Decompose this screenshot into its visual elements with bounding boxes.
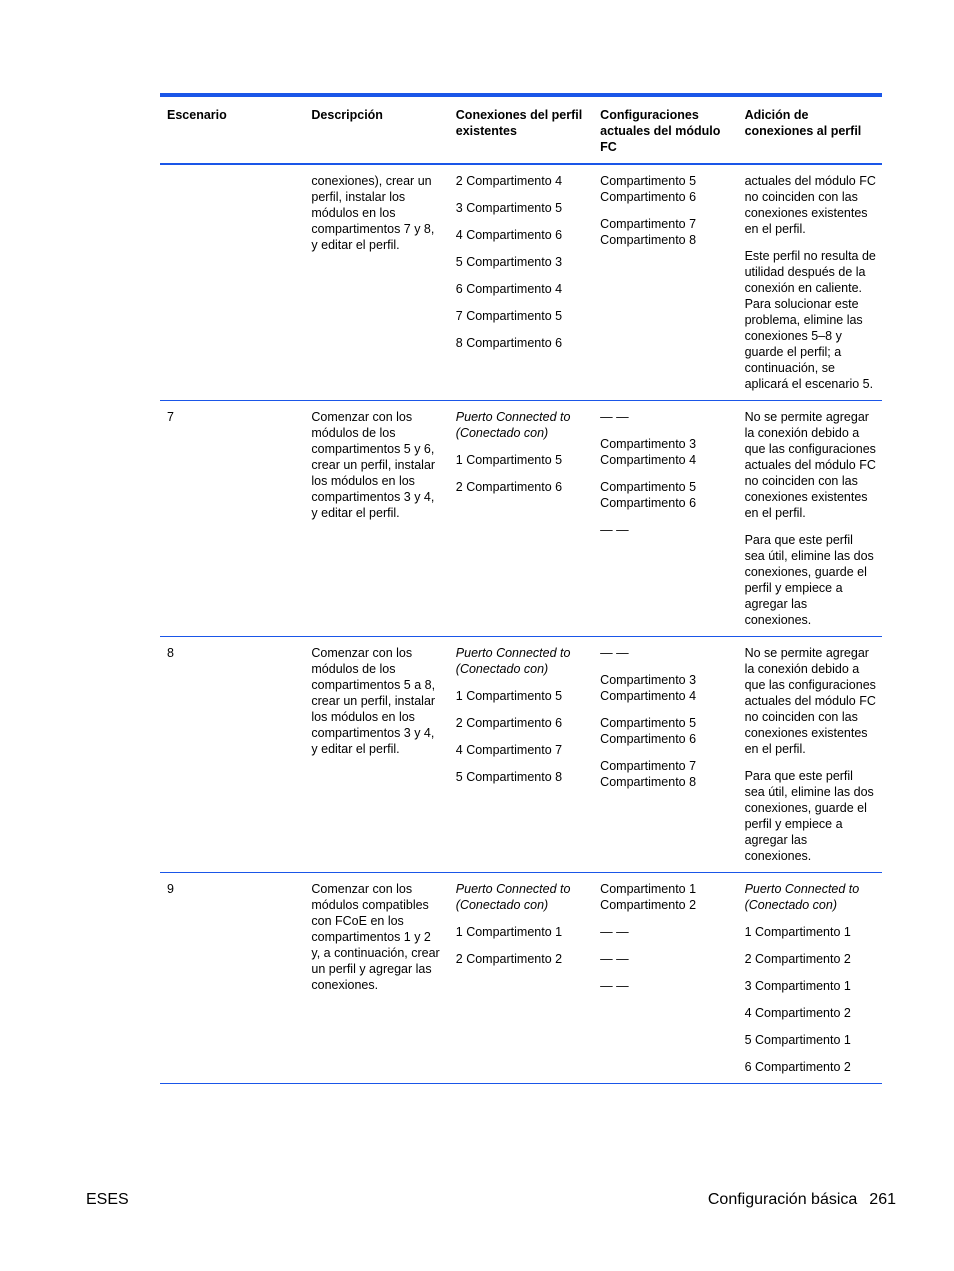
cell-adicion bbox=[738, 401, 882, 636]
scenario-number: 9 bbox=[167, 882, 174, 896]
cell-escenario bbox=[160, 401, 304, 636]
cell-paragraph: Puerto Connected to (Conectado con) bbox=[455, 646, 571, 676]
cell-paragraph: 7 Compartimento 5 bbox=[455, 309, 563, 323]
cell-paragraph: — — bbox=[600, 646, 629, 660]
cell-escenario bbox=[160, 637, 304, 872]
cell-conexiones bbox=[449, 873, 593, 1083]
header-descripcion: Descripción bbox=[311, 108, 383, 122]
table-row bbox=[160, 637, 882, 873]
cell-paragraph: conexiones), crear un perfil, instalar los módulos en los compartimentos 7 y 8, y editar el perfil. bbox=[311, 174, 435, 252]
scenario-number: 7 bbox=[167, 410, 174, 424]
header-escenario: Escenario bbox=[167, 108, 227, 122]
cell-paragraph: Comenzar con los módulos de los compartimentos 5 y 6, crear un perfil, instalar los módulos en los compartimentos 3 y 4, y editar el perfil. bbox=[311, 410, 436, 520]
cell-configuraciones bbox=[593, 873, 737, 1083]
cell-configuraciones bbox=[593, 401, 737, 636]
footer-page-info bbox=[708, 1191, 896, 1209]
cell-paragraph: 1 Compartimento 1 bbox=[455, 925, 563, 939]
cell-adicion bbox=[738, 165, 882, 400]
cell-paragraph: Compartimento 7 Compartimento 8 bbox=[600, 217, 697, 247]
cell-paragraph: No se permite agregar la conexión debido a que las configuraciones actuales del módulo FC no coinciden con las conexiones existentes en el perfil. bbox=[744, 646, 876, 756]
cell-paragraph: Puerto Connected to (Conectado con) bbox=[455, 882, 571, 912]
cell-paragraph: 1 Compartimento 1 bbox=[744, 925, 851, 939]
cell-paragraph: 4 Compartimento 2 bbox=[744, 1006, 851, 1020]
cell-conexiones bbox=[449, 637, 593, 872]
cell-descripcion bbox=[304, 401, 448, 636]
cell-paragraph: 2 Compartimento 6 bbox=[455, 716, 563, 730]
cell-paragraph: 1 Compartimento 5 bbox=[455, 453, 563, 467]
table-body bbox=[160, 165, 882, 1084]
cell-paragraph: Para que este perfil sea útil, elimine las dos conexiones, guarde el perfil y empiece a agregar las conexiones. bbox=[744, 769, 874, 863]
cell-paragraph: — — bbox=[600, 979, 629, 993]
header-configuraciones: Configuraciones actuales del módulo FC bbox=[600, 108, 721, 154]
cell-paragraph: 3 Compartimento 1 bbox=[744, 979, 851, 993]
cell-paragraph: actuales del módulo FC no coinciden con las conexiones existentes en el perfil. bbox=[744, 174, 876, 236]
table-header-row bbox=[160, 97, 882, 165]
cell-paragraph: No se permite agregar la conexión debido a que las configuraciones actuales del módulo FC no coinciden con las conexiones existentes en el perfil. bbox=[744, 410, 876, 520]
cell-paragraph: 4 Compartimento 6 bbox=[455, 228, 563, 242]
cell-descripcion bbox=[304, 165, 448, 400]
cell-escenario bbox=[160, 165, 304, 400]
cell-paragraph: 2 Compartimento 6 bbox=[455, 480, 563, 494]
cell-paragraph: Este perfil no resulta de utilidad después de la conexión en caliente. Para solucionar este problema, elimine las conexiones 5–8 y guarde el perfil; a continuación, se aplicará el escenario 5. bbox=[744, 249, 876, 391]
cell-paragraph: 6 Compartimento 2 bbox=[744, 1060, 851, 1074]
scenario-number: 8 bbox=[167, 646, 174, 660]
cell-paragraph: — — bbox=[600, 523, 629, 537]
cell-paragraph: 5 Compartimento 8 bbox=[455, 770, 563, 784]
cell-paragraph: Compartimento 3 Compartimento 4 bbox=[600, 673, 697, 703]
cell-paragraph: — — bbox=[600, 410, 629, 424]
cell-paragraph: — — bbox=[600, 925, 629, 939]
cell-paragraph: 6 Compartimento 4 bbox=[455, 282, 563, 296]
cell-paragraph: 8 Compartimento 6 bbox=[455, 336, 563, 350]
cell-configuraciones bbox=[593, 637, 737, 872]
header-conexiones: Conexiones del perfil existentes bbox=[455, 108, 583, 138]
cell-paragraph: Compartimento 1 Compartimento 2 bbox=[600, 882, 697, 912]
cell-conexiones bbox=[449, 165, 593, 400]
table-row bbox=[160, 873, 882, 1084]
cell-paragraph: 2 Compartimento 2 bbox=[455, 952, 563, 966]
cell-escenario bbox=[160, 873, 304, 1083]
cell-paragraph: Comenzar con los módulos de los compartimentos 5 a 8, crear un perfil, instalar los módulos en los compartimentos 3 y 4, y editar el perfil. bbox=[311, 646, 436, 756]
cell-paragraph: 3 Compartimento 5 bbox=[455, 201, 563, 215]
cell-paragraph: Comenzar con los módulos compatibles con FCoE en los compartimentos 1 y 2 y, a continuación, crear un perfil y agregar las conexiones. bbox=[311, 882, 440, 992]
header-adicion: Adición de conexiones al perfil bbox=[744, 108, 862, 138]
cell-adicion bbox=[738, 873, 882, 1083]
cell-paragraph: Puerto Connected to (Conectado con) bbox=[455, 410, 571, 440]
cell-configuraciones bbox=[593, 165, 737, 400]
cell-paragraph: Compartimento 5 Compartimento 6 bbox=[600, 480, 697, 510]
cell-adicion bbox=[738, 637, 882, 872]
cell-paragraph: 2 Compartimento 4 bbox=[455, 174, 563, 188]
table-row bbox=[160, 401, 882, 637]
cell-paragraph: 1 Compartimento 5 bbox=[455, 689, 563, 703]
footer-locale: ESES bbox=[86, 1191, 129, 1208]
cell-paragraph: Para que este perfil sea útil, elimine las dos conexiones, guarde el perfil y empiece a agregar las conexiones. bbox=[744, 533, 874, 627]
cell-paragraph: Compartimento 5 Compartimento 6 bbox=[600, 716, 697, 746]
cell-paragraph: 4 Compartimento 7 bbox=[455, 743, 563, 757]
cell-paragraph: 2 Compartimento 2 bbox=[744, 952, 851, 966]
scenario-table bbox=[160, 93, 882, 1084]
cell-paragraph: Puerto Connected to (Conectado con) bbox=[744, 882, 860, 912]
cell-paragraph: Compartimento 3 Compartimento 4 bbox=[600, 437, 697, 467]
cell-paragraph: Compartimento 5 Compartimento 6 bbox=[600, 174, 697, 204]
table-row bbox=[160, 165, 882, 401]
footer-page-number: 261 bbox=[869, 1191, 896, 1208]
cell-conexiones bbox=[449, 401, 593, 636]
cell-descripcion bbox=[304, 637, 448, 872]
footer-section-title: Configuración básica bbox=[707, 1191, 858, 1208]
cell-paragraph: — — bbox=[600, 952, 629, 966]
cell-paragraph: 5 Compartimento 3 bbox=[455, 255, 563, 269]
cell-paragraph: 5 Compartimento 1 bbox=[744, 1033, 851, 1047]
cell-descripcion bbox=[304, 873, 448, 1083]
cell-paragraph: Compartimento 7 Compartimento 8 bbox=[600, 759, 697, 789]
